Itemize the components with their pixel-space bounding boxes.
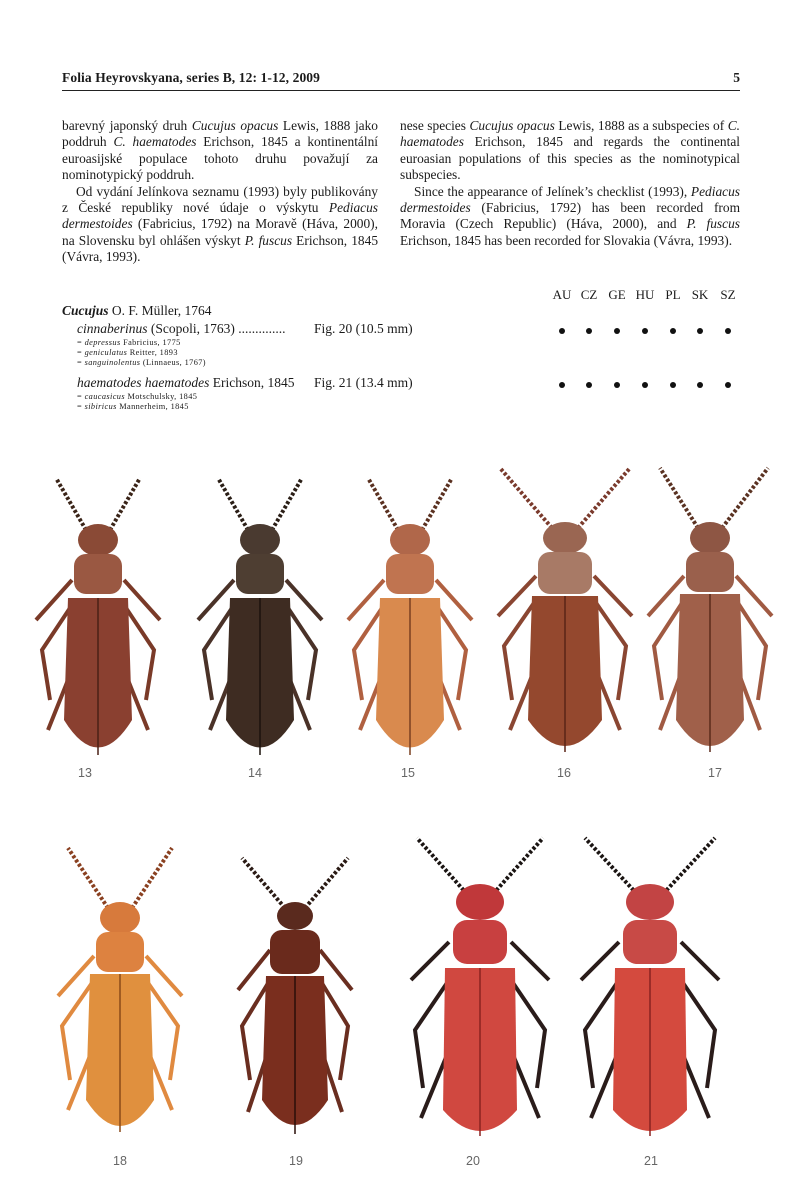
presence-dot [559,328,565,334]
genus-heading: Cucujus O. F. Müller, 1764 [62,303,212,318]
beetle-figure-14 [190,470,330,770]
figure-number-19: 19 [289,1154,303,1168]
synonym: = depressus Fabricius, 1775 [77,338,181,347]
right-column-english [400,118,740,249]
figure-number-20: 20 [466,1154,480,1168]
beetle-figure-13 [28,470,168,770]
species-entry: haematodes haematodes Erichson, 1845 [77,375,295,390]
beetle-illustration [498,468,632,752]
presence-dot [614,382,620,388]
beetle-illustration [411,838,549,1136]
col-header: HU [635,287,655,302]
figure-number-21: 21 [644,1154,658,1168]
beetle-illustration [581,838,719,1136]
beetle-figure-17 [640,460,780,770]
beetle-illustration [198,478,322,755]
country-column-headers [548,287,742,303]
presence-dot [586,382,592,388]
presence-dot [559,382,565,388]
presence-dot [642,382,648,388]
beetle-figure-20 [405,830,555,1150]
figure-number-15: 15 [401,766,415,780]
synonym: = caucasicus Motschulsky, 1845 [77,392,198,401]
presence-dot [697,328,703,334]
beetle-figure-18 [50,840,190,1150]
synonym: = sanguinolentus (Linnaeus, 1767) [77,358,206,367]
figure-number-17: 17 [708,766,722,780]
paragraph: Since the appearance of Jelínek’s checklist (1993), Pediacus dermestoides (Fabricius, 1792) has been recorded from Moravia (Czech Republic) (Háva, 2000), and P. fuscus Erichson, 1845 has been recorded for Slovakia (Vávra, 1993). [400,183,740,248]
synonym: = sibiricus Mannerheim, 1845 [77,402,189,411]
figure-reference: Fig. 20 (10.5 mm) [314,321,413,336]
presence-dot [614,328,620,334]
beetle-illustration [648,468,772,752]
journal-title: Folia Heyrovskyana, series B, 12: 1-12, 2009 [62,70,321,85]
page-number: 5 [733,70,740,85]
paragraph: Od vydání Jelínkova seznamu (1993) byly publikovány z České republiky nové údaje o výskytu Pediacus dermestoides (Fabricius, 1792) na Moravě (Háva, 2000), na Slovensku byl ohlášen výskyt P. fuscus Erichson, 1845 (Vávra, 1993). [62,183,379,265]
presence-dot [697,382,703,388]
col-header: PL [665,287,681,302]
synonym: = geniculatus Reitter, 1893 [77,348,178,357]
figure-number-18: 18 [113,1154,127,1168]
presence-dot [586,328,592,334]
figure-number-13: 13 [78,766,92,780]
figure-number-14: 14 [248,766,262,780]
beetle-illustration [348,478,472,755]
beetle-figure-15 [340,470,480,770]
species-entry: cinnaberinus (Scopoli, 1763) .............. [77,321,286,336]
paragraph: barevný japonský druh Cucujus opacus Lewis, 1888 jako poddruh C. haematodes Erichson, 1845 a kontinentální euroasijské populace tohoto druhu považují za nominotypický poddruh. [62,118,378,183]
running-header [62,70,740,91]
col-header: CZ [580,287,598,302]
left-column-czech [62,118,378,266]
beetle-figure-21 [575,830,725,1150]
beetle-figure-16 [490,460,640,770]
presence-dot [670,328,676,334]
figure-number-16: 16 [557,766,571,780]
col-header: SK [691,287,709,302]
beetle-plate [0,440,800,1180]
col-header: GE [608,287,626,302]
paragraph: nese species Cucujus opacus Lewis, 1888 as a subspecies of C. haematodes Erichson, 1845 and regards the continental euroasian populations of this species as the nominotypical subspecies. [400,118,740,183]
presence-dot [725,328,731,334]
figure-reference: Fig. 21 (13.4 mm) [314,375,413,390]
beetle-illustration [36,478,160,755]
col-header: SZ [720,287,736,302]
presence-dot [642,328,648,334]
beetle-figure-19 [230,850,360,1150]
presence-dot [670,382,676,388]
beetle-illustration [238,858,352,1134]
presence-dot [725,382,731,388]
species-catalog [62,284,742,424]
beetle-illustration [58,848,182,1132]
col-header: AU [552,287,572,302]
